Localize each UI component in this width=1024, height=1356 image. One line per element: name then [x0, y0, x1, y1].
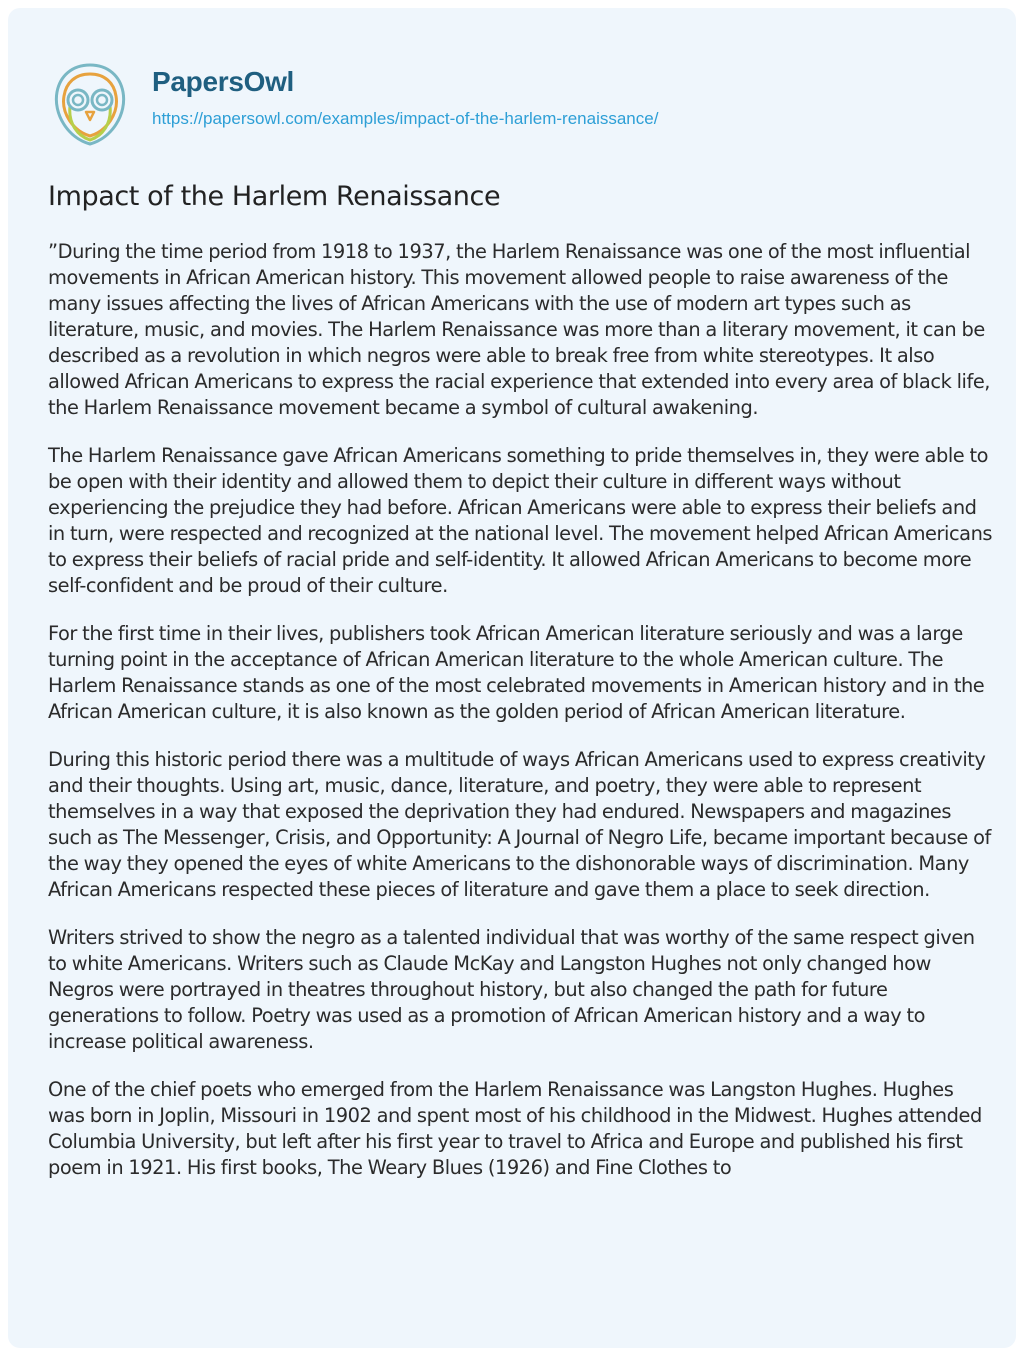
brand-name[interactable]: PapersOwl [152, 66, 295, 97]
brand-block [152, 66, 658, 130]
document-title: Impact of the Harlem Renaissance [48, 181, 501, 212]
source-url-link[interactable]: https://papersowl.com/examples/impact-of-the-harlem-renaissance/ [152, 109, 659, 128]
brand-header [48, 60, 658, 150]
paragraph: During this historic period there was a multitude of ways African Americans used to express creativity and their thoughts. Using art, music, dance, literature, and poetry, they were able to represent themselves in a way that exposed the deprivation they had endured. Newspapers and magazines such as The Messenger, Crisis, and Opportunity: A Journal of Negro Life, became important because of the way they opened the eyes of white Americans to the dishonorable ways of discrimination. Many African Americans respected these pieces of literature and gave them a place to seek direction. [48, 748, 991, 901]
essay-body [48, 239, 994, 1203]
owl-logo-icon [48, 60, 132, 150]
paragraph: For the first time in their lives, publishers took African American literature seriously and was a large turning point in the acceptance of African American literature to the whole American culture. The Harlem Renaissance stands as one of the most celebrated movements in American history and in the African American culture, it is also known as the golden period of African American literature. [48, 622, 985, 723]
paragraph: ”During the time period from 1918 to 1937, the Harlem Renaissance was one of the most influential movements in African American history. This movement allowed people to raise awareness of the many issues affecting the lives of African Americans with the use of modern art types such as literature, music, and movies. The Harlem Renaissance was more than a literary movement, it can be described as a revolution in which negros were able to break free from white stereotypes. It also allowed African Americans to express the racial experience that extended into every area of black life, the Harlem Renaissance movement became a symbol of cultural awakening. [48, 240, 991, 419]
paragraph: Writers strived to show the negro as a talented individual that was worthy of the same respect given to white Americans. Writers such as Claude McKay and Langston Hughes not only changed how Negros were portrayed in theatres throughout history, but also changed the path for future generations to follow. Poetry was used as a promotion of African American history and a way to increase political awareness. [48, 926, 975, 1053]
paragraph: One of the chief poets who emerged from the Harlem Renaissance was Langston Hughes. Hughes was born in Joplin, Missouri in 1902 and spent most of his childhood in the Midwest. Hughes attended Columbia University, but left after his first year to travel to Africa and Europe and published his first poem in 1921. His first books, The Weary Blues (1926) and Fine Clothes to [48, 1078, 982, 1179]
paragraph: The Harlem Renaissance gave African Americans something to pride themselves in, they were able to be open with their identity and allowed them to depict their culture in different ways without experiencing the prejudice they had before. African Americans were able to express their beliefs and in turn, were respected and recognized at the national level. The movement helped African Americans to express their beliefs of racial pride and self-identity. It allowed African Americans to become more self-confident and be proud of their culture. [48, 444, 993, 597]
document-card [8, 8, 1016, 1348]
